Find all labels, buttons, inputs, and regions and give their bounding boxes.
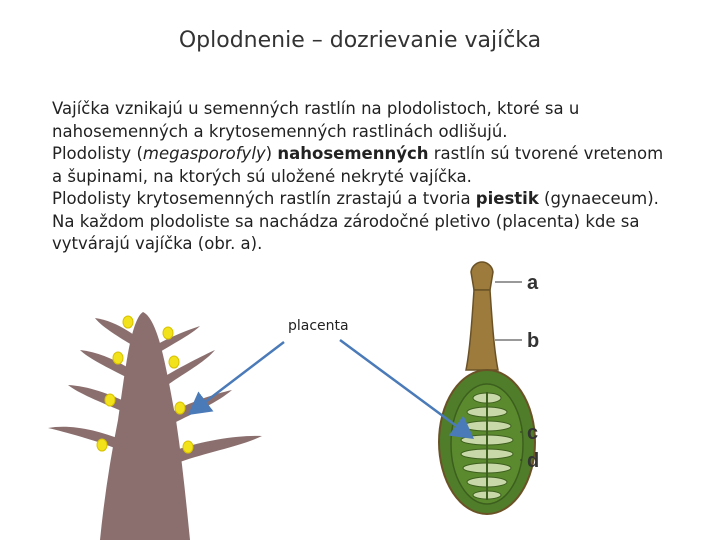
cone-scale xyxy=(48,427,122,450)
pistil-stigma xyxy=(471,262,493,290)
ovule xyxy=(169,356,179,368)
figure-letter-b: b xyxy=(527,330,540,352)
paragraph-2-part-3: ) xyxy=(265,144,278,163)
paragraph-2-bold-term: nahosemenných xyxy=(277,144,429,163)
paragraph-2-part-5: rastlín sú tvorené vretenom a šupinami, na ktorých sú uložené nekryté vajíčka. xyxy=(52,144,664,186)
paragraph-2-italic-term: megasporofyly xyxy=(142,144,266,163)
gymnosperm-cone-drawing xyxy=(48,312,262,540)
placenta-label: placenta xyxy=(288,318,349,334)
pistil-drawing xyxy=(439,262,539,514)
figure-letter-c: c xyxy=(527,422,539,444)
ovule xyxy=(163,327,173,339)
figure-letter-d: d xyxy=(527,450,540,472)
cone-scale xyxy=(68,385,128,412)
cone-scale xyxy=(156,326,200,352)
cone-axis xyxy=(100,312,190,540)
paragraph-3-part-1: Plodolisty krytosemenných rastlín zrastajú a tvoria xyxy=(52,189,476,208)
ovule xyxy=(175,402,185,414)
ovule xyxy=(105,394,115,406)
paragraph-3-part-3: (gynaeceum). xyxy=(538,189,659,208)
ovule xyxy=(183,441,193,453)
ovule xyxy=(97,439,107,451)
ovule xyxy=(113,352,123,364)
paragraph-3-bold-term: piestik xyxy=(475,189,539,208)
ovule xyxy=(123,316,133,328)
cone-scale xyxy=(80,350,132,378)
cone-scale xyxy=(162,350,215,386)
slide-title: Oplodnenie – dozrievanie vajíčka xyxy=(178,28,542,53)
arrow-to-pistil xyxy=(340,340,470,436)
arrow-to-cone xyxy=(192,342,284,412)
paragraph-2-part-1: Plodolisty ( xyxy=(52,144,143,163)
paragraph-1-text: Vajíčka vznikajú u semenných rastlín na plodolistoch, ktoré sa u nahosemenných a krytosemenných rastlinách odlišujú. xyxy=(52,99,580,141)
pistil-style xyxy=(466,290,498,370)
paragraph-4-text: Na každom plodoliste sa nachádza zárodočné pletivo (placenta) kde sa vytvárajú vajíčka (obr. a). xyxy=(52,211,640,253)
figure-letter-a: a xyxy=(527,272,539,294)
